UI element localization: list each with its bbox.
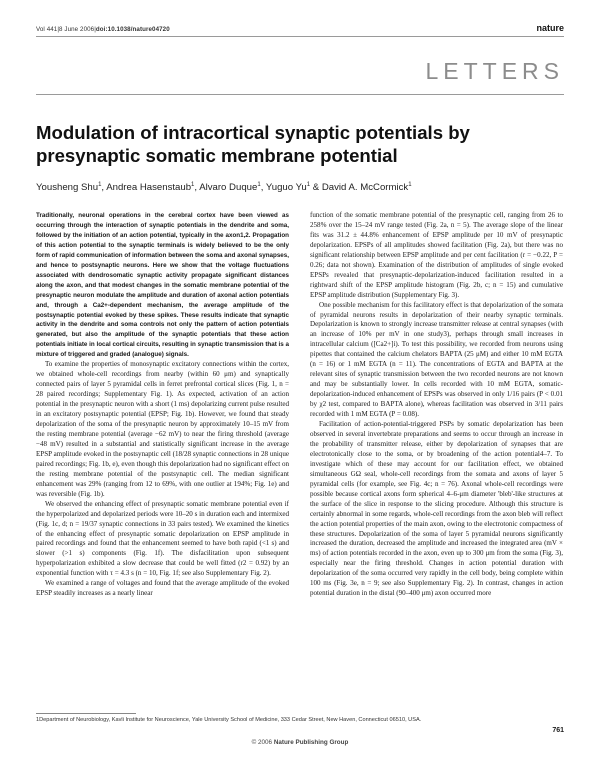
author-name: Yuguo Yu xyxy=(265,182,307,194)
body-paragraph: We observed the enhancing effect of presynaptic somatic membrane potential even if the hyperpolarized and depolarized periods were 10–20 s in duration each and intermixed (Fig. 1c, d; n = 19/37 synaptic connections in 33 pairs tested). We examined the kinetics of the enhancing effect of presynaptic somatic depolarization on EPSP amplitude in paired recordings and found that the enhancement seemed to have both rapid (<1 s) and slower (>1 s) components (Fig. 1f). The disfacilitation upon subsequent hyperpolarization exhibited a slow decrease that could be well fitted (r2 = 0.92) by an exponential function with τ = 4.3 s (n = 10, Fig. 1f; see also Supplementary Fig. 2). xyxy=(36,499,289,578)
body-paragraph: One possible mechanism for this facilitatory effect is that depolarization of the somata of pyramidal neurons results in depolarization of their nearby synaptic terminals. Depolarization is known to strongly increase transmitter release at central synapses (with an increase of 10% per mV in one study3), perhaps through small increases in intracellular calcium ([Ca2+]i). To test this possibility, we recorded from neurons using pipettes that contained the calcium chelators BAPTA (25 μM) and either 10 mM EGTA (n = 16) or 1 mM EGTA (n = 11). The concentrations of EGTA and BAPTA at the relevant sites of synaptic transmission between the two recorded neurons are not known and may be substantially lower. In cells recorded with 10 mM EGTA, somatic-depolarization-induced enhancement of EPSPs was observed in only 1/16 pairs (P < 0.01 by χ2 test, compared to BAPTA alone), whereas facilitation was observed in 3/11 pairs recorded with 1 mM EGTA (P = 0.08). xyxy=(310,300,563,419)
copyright-line xyxy=(0,739,600,746)
body-paragraph: We examined a range of voltages and found that the average amplitude of the evoked EPSP steadily increases as a nearly linear xyxy=(36,579,289,598)
right-column xyxy=(310,211,563,599)
left-column xyxy=(36,211,289,599)
author-affiliation: 1 xyxy=(257,182,261,188)
author-affiliation: 1 xyxy=(98,182,102,188)
author[interactable] xyxy=(36,182,101,193)
author-affiliation: 1 xyxy=(306,182,311,188)
title-line-2: presynaptic somatic membrane potential xyxy=(36,145,398,166)
article-title xyxy=(36,121,564,167)
footnote-rule xyxy=(36,713,136,714)
continued-paragraph: function of the somatic membrane potential of the presynaptic cell, ranging from 26 to 258% over the 15–24 mV range tested (Fig. 2a, n = 5). The average slope of the linear fits was 31.2 ± 44.8% enhancement of EPSP amplitude per 10 mV of presynaptic depolarization. EPSPs of all amplitudes showed facilitation (Fig. 2a), but there was no significant relationship between EPSP amplitude and per cent facilitation (r = −0.22, P = 0.26; data not shown). Examination of the distribution of amplitudes of single evoked EPSPs revealed that presynaptic-depolarization-induced facilitation resulted in a rightward shift of the EPSP amplitude histogram (Fig. 2b, c; n = 15) and cumulative EPSP amplitude distribution (Supplementary Fig. 3). xyxy=(310,211,563,299)
page-number: 761 xyxy=(552,727,564,734)
doi-link[interactable]: doi:10.1038/nature04720 xyxy=(95,26,170,33)
author-name: Andrea Hasenstaub xyxy=(106,182,192,194)
author-affiliation: 1 xyxy=(408,182,412,188)
author-name: Alvaro Duque xyxy=(199,182,258,194)
title-line-1: Modulation of intracortical synaptic potentials by xyxy=(36,122,470,143)
author-separator: , xyxy=(260,182,266,194)
affiliation-footnote: 1Department of Neurobiology, Kavli Institute for Neuroscience, Yale University School of Medicine, 333 Cedar Street, New Haven, Connecticut 06510, USA. xyxy=(36,717,422,723)
author-separator: , xyxy=(101,182,107,194)
publisher-name: Nature Publishing Group xyxy=(273,739,349,746)
author-separator: & xyxy=(310,182,322,194)
author[interactable] xyxy=(266,182,310,193)
section-rule xyxy=(36,94,564,95)
abstract: Traditionally, neuronal operations in the cerebral cortex have been viewed as occurring through the interaction of synaptic potentials in the dendrite and soma, followed by the initiation of an action potential, typically in the axon1,2. Propagation of this action potential to the synaptic terminals is widely believed to be the only form of rapid communication of information between the soma and axonal synapses, and hence to postsynaptic neurons. Here we show that the voltage fluctuations associated with dendrosomatic synaptic activity propagate significant distances along the axon, and that modest changes in the somatic membrane potential of the presynaptic neuron modulate the amplitude and duration of axonal action potentials and, through a Ca2+-dependent mechanism, the average amplitude of the postsynaptic potential evoked by these spikes. These results indicate that synaptic activity in the dendrite and soma controls not only the pattern of action potentials generated, but also the amplitude of the synaptic potentials that these action potentials initiate in local cortical circuits, resulting in synaptic transmission that is a mixture of triggered and graded (analogue) signals. xyxy=(36,212,289,359)
author[interactable] xyxy=(106,182,194,193)
header-rule xyxy=(36,36,564,37)
author[interactable] xyxy=(199,182,260,193)
nature-logo: nature xyxy=(536,23,564,33)
author-name: David A. McCormick xyxy=(321,182,409,194)
section-label: LETTERS xyxy=(425,58,564,84)
author-list xyxy=(36,182,412,193)
copyright-prefix: © 2006 xyxy=(251,739,274,746)
author-name: Yousheng Shu xyxy=(36,182,99,194)
author-affiliation: 1 xyxy=(191,182,195,188)
author[interactable] xyxy=(322,182,412,193)
body-paragraph: To examine the properties of monosynaptic excitatory connections within the cortex, we obtained whole-cell recordings from nearby (within 60 μm) and synaptically connected pairs of layer 5 pyramidal cells in ferret prefrontal cortical slices (Fig. 1, n = 28 paired recordings; Supplementary Fig. 1). As expected, activation of an action potential in the presynaptic neuron with a short (1 ms) depolarizing current pulse resulted in an excitatory postsynaptic potential (EPSP; Fig. 1b). However, we found that steady depolarization of the soma of the presynaptic neuron by approximately 10–15 mV from the resting membrane potential (average −62 mV) to near the firing threshold (average −48 mV) resulted in a substantial and statistically significant increase in the average EPSP amplitude evoked in the postsynaptic cell (18/28 synaptic connections in 28 unique paired recordings; Fig. 1b, e), even though this depolarization had no significant effect on the resting membrane potential of the postsynaptic cell. The median significant enhancement was 29% (ranging from 12 to 69%, with one outlier at 194%; Fig. 1e) and was reversible (Fig. 1b). xyxy=(36,360,289,498)
body-paragraph: Facilitation of action-potential-triggered PSPs by somatic depolarization has been observed in several invertebrate preparations and seems to occur through an increase in the probability of transmitter release, either by depolarization of synapses that are electrotonically close to the soma, or by broadening of the action potential4–7. To investigate which of these may account for our facilitation effect, we obtained simultaneous GΩ seal, whole-cell recordings from the somata and axons of layer 5 pyramidal cells (for example, see Fig. 4c; n = 76). Axonal whole-cell recordings were possible because cortical axons form spherical 4–6-μm diameter 'bleb'-like structures at the surface of the slice in response to the slicing procedure. Although this structure is certainly abnormal in some regards, whole-cell recordings from the axon bleb will reflect the action potential properties of the main axon, owing to the electrotonic compactness of these structures. Depolarization of the soma of layer 5 pyramidal neurons significantly increased the duration, decreased the amplitude and increased the integrated area (mV × ms) of action potentials recorded in the axon, even up to 300 μm from the soma (Fig. 3), especially near the firing threshold. Changes in action potential duration with depolarization of the soma occurred very rapidly in the cell body, being complete within 100 ms (Fig. 3e, n = 9; see also Supplementary Fig. 2). In contrast, changes in action potential duration in the distal (90–400 μm) axon occurred more xyxy=(310,420,563,598)
running-header xyxy=(36,26,170,33)
volume-info: Vol 441|8 June 2006| xyxy=(36,26,96,33)
author-separator: , xyxy=(194,182,200,194)
